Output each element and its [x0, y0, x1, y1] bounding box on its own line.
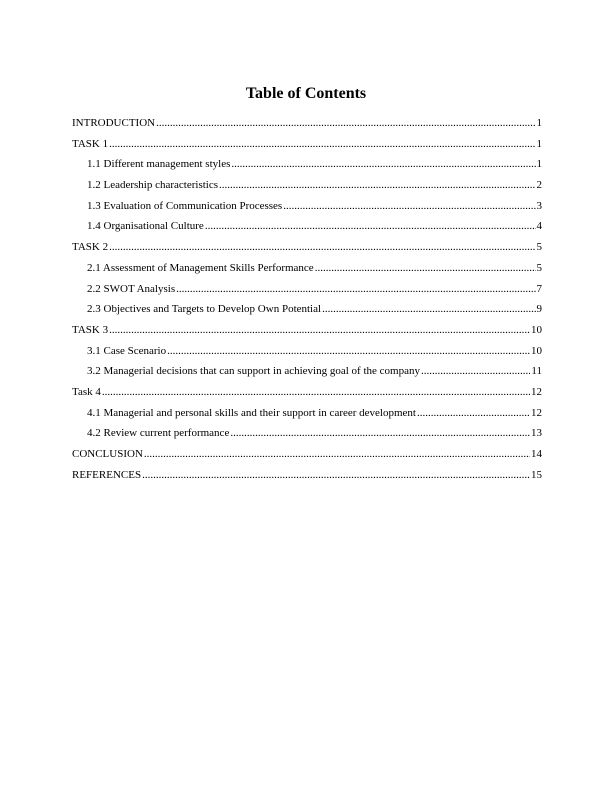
toc-entry-references[interactable]: [72, 468, 542, 489]
toc-entry-4-1[interactable]: [72, 406, 542, 427]
toc-entry-page: 1: [536, 137, 542, 150]
toc-entry-page: 5: [536, 261, 542, 274]
toc-entry-label: 1.3 Evaluation of Communication Processes: [87, 199, 283, 212]
toc-leader-dots: [109, 137, 535, 151]
toc-entry-page: 4: [536, 220, 542, 233]
toc-entry-1-1[interactable]: [72, 157, 542, 178]
toc-entry-page: 14: [531, 448, 542, 460]
toc-entry-page: 7: [536, 282, 542, 295]
toc-entry-page: 1: [536, 117, 542, 129]
toc-leader-dots: [109, 323, 530, 337]
toc-entry-label: TASK 1: [72, 137, 109, 150]
toc-entry-1-3[interactable]: [72, 199, 542, 220]
toc-entry-page: 12: [531, 406, 542, 419]
toc-entry-page: 5: [536, 241, 542, 254]
toc-entry-label: 2.1 Assessment of Management Skills Performance: [87, 261, 314, 274]
toc-entry-label: 3.1 Case Scenario: [87, 344, 167, 357]
toc-entry-label: 1.4 Organisational Culture: [87, 220, 204, 233]
toc-entry-page: 2: [536, 179, 542, 192]
toc-entry-2-3[interactable]: [72, 302, 542, 323]
toc-list: [72, 116, 542, 488]
toc-entry-page: 12: [531, 385, 542, 398]
toc-entry-label: TASK 2: [72, 241, 109, 254]
toc-entry-label: TASK 3: [72, 323, 109, 336]
toc-entry-2-1[interactable]: [72, 261, 542, 282]
toc-leader-dots: [102, 385, 530, 399]
toc-leader-dots: [421, 364, 530, 378]
toc-entry-3-2[interactable]: [72, 364, 542, 385]
toc-leader-dots: [230, 426, 530, 440]
toc-entry-page: 10: [531, 323, 542, 336]
toc-entry-page: 11: [531, 365, 542, 378]
toc-leader-dots: [156, 116, 535, 130]
toc-entry-3-1[interactable]: [72, 344, 542, 365]
toc-entry-conclusion[interactable]: [72, 447, 542, 468]
toc-entry-label: 4.2 Review current performance: [87, 427, 230, 440]
toc-entry-task-1[interactable]: [72, 137, 542, 158]
toc-leader-dots: [142, 468, 530, 482]
toc-entry-1-4[interactable]: [72, 219, 542, 240]
toc-entry-label: 1.2 Leadership characteristics: [87, 179, 219, 192]
toc-entry-label: 2.2 SWOT Analysis: [87, 282, 176, 295]
toc-leader-dots: [417, 406, 530, 420]
toc-entry-task-3[interactable]: [72, 323, 542, 344]
toc-leader-dots: [176, 282, 535, 296]
toc-entry-label: CONCLUSION: [72, 448, 143, 460]
toc-entry-label: 4.1 Managerial and personal skills and their support in career development: [87, 406, 416, 419]
toc-leader-dots: [322, 302, 535, 316]
toc-entry-label: 1.1 Different management styles: [87, 158, 231, 171]
toc-entry-page: 10: [531, 344, 542, 357]
toc-entry-task-4[interactable]: [72, 385, 542, 406]
toc-entry-label: REFERENCES: [72, 468, 142, 481]
toc-entry-label: 3.2 Managerial decisions that can support in achieving goal of the company: [87, 365, 420, 378]
toc-leader-dots: [144, 447, 530, 461]
toc-entry-page: 13: [531, 427, 542, 440]
toc-entry-task-2[interactable]: [72, 240, 542, 261]
toc-entry-1-2[interactable]: [72, 178, 542, 199]
toc-leader-dots: [167, 344, 530, 358]
toc-entry-page: 3: [536, 199, 542, 212]
toc-entry-page: 1: [536, 158, 542, 171]
toc-leader-dots: [231, 157, 535, 171]
toc-entry-4-2[interactable]: [72, 426, 542, 447]
toc-entry-label: INTRODUCTION: [72, 117, 156, 129]
toc-title: Table of Contents: [245, 85, 367, 102]
toc-leader-dots: [219, 178, 535, 192]
toc-leader-dots: [315, 261, 536, 275]
toc-entry-2-2[interactable]: [72, 282, 542, 303]
toc-leader-dots: [205, 219, 536, 233]
toc-entry-page: 15: [531, 468, 542, 481]
toc-leader-dots: [283, 199, 535, 213]
toc-entry-page: 9: [536, 303, 542, 316]
toc-entry-label: Task 4: [72, 385, 101, 398]
toc-entry-introduction[interactable]: [72, 116, 542, 137]
toc-leader-dots: [109, 240, 535, 254]
toc-entry-label: 2.3 Objectives and Targets to Develop Own Potential: [87, 303, 322, 316]
